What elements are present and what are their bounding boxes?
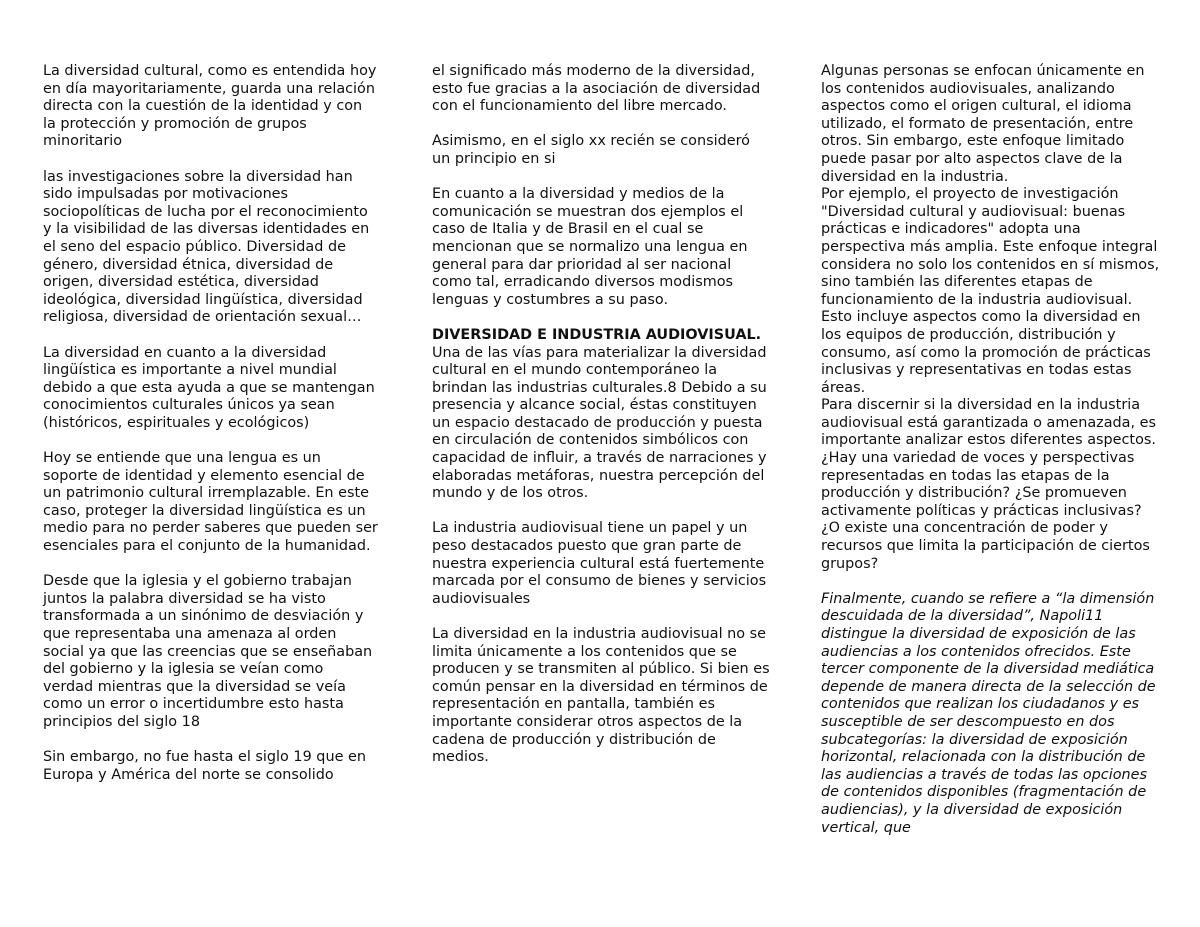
paragraph: La diversidad cultural, como es entendida hoy en día mayoritariamente, guarda una relación directa con la cuestión de la identidad y con la protección y promoción de grupos minoritario bbox=[43, 63, 377, 150]
column-3 bbox=[821, 63, 1161, 855]
paragraph: Asimismo, en el siglo xx recién se consideró un principio en si bbox=[432, 133, 750, 167]
paragraph: Hoy se entiende que una lengua es un soporte de identidad y elemento esencial de un patrimonio cultural irremplazable. En este caso, proteger la diversidad lingüística es un medio para no perder saberes que pueden ser esenciales para el conjunto de la humanidad. bbox=[43, 450, 378, 555]
paragraph: Desde que la iglesia y el gobierno trabajan juntos la palabra diversidad se ha visto transformada a un sinónimo de desviación y que representaba una amenaza al orden social ya que las creencias que se enseñaban del gobierno y la iglesia se veían como verdad mientras que la diversidad se veía como un error o incertidumbre esto hasta principios del siglo 18 bbox=[43, 573, 373, 730]
paragraph: Por ejemplo, el proyecto de investigación "Diversidad cultural y audiovisual: buenas prácticas e indicadores" adopta una perspectiva más amplia. Este enfoque integral considera no solo los contenidos en sí mismos, sino también las diferentes etapas de funcionamiento de la industria audiovisual. Esto incluye aspectos como la diversidad en los equipos de producción, distribución y consumo, así como la promoción de prácticas inclusivas y representativas en todas estas áreas. bbox=[821, 186, 1160, 396]
paragraph: La diversidad en cuanto a la diversidad lingüística es importante a nivel mundial debido a que esta ayuda a que se mantengan conocimientos culturales únicos ya sean (históricos, espirituales y ecológicos) bbox=[43, 344, 375, 431]
paragraph: La diversidad en la industria audiovisual no se limita únicamente a los contenidos que se producen y se transmiten al público. Si bien es común pensar en la diversidad en términos de representación en pantalla, también es importante considerar otros aspectos de la cadena de producción y distribución de medios. bbox=[432, 626, 770, 766]
paragraph: Algunas personas se enfocan únicamente en los contenidos audiovisuales, analizando aspectos como el origen cultural, el idioma utilizado, el formato de presentación, entre otros. Sin embargo, este enfoque limitado puede pasar por alto aspectos clave de la diversidad en la industria. bbox=[821, 63, 1145, 185]
paragraph: Para discernir si la diversidad en la industria audiovisual está garantizada o amenazada, es importante analizar estos diferentes aspectos. ¿Hay una variedad de voces y perspectivas representadas en todas las etapas de la producción y distribución? ¿Se promueven activamente políticas y prácticas inclusivas? ¿O existe una concentración de poder y recursos que limita la participación de ciertos grupos? bbox=[821, 397, 1156, 572]
paragraph-italic: Finalmente, cuando se refiere a “la dimensión descuidada de la diversidad”, Napoli11 distingue la diversidad de exposición de las audiencias a los contenidos ofrecidos. Este tercer componente de la diversidad mediática depende de manera directa de la selección de contenidos que realizan los ciudadanos y es susceptible de ser descompuesto en dos subcategorías: la diversidad de exposición horizontal, relacionada con la distribución de las audiencias a través de todas las opciones de contenidos disponibles (fragmentación de audiencias), y la diversidad de exposición vertical, que bbox=[821, 590, 1156, 836]
paragraph: el significado más moderno de la diversidad, esto fue gracias a la asociación de diversidad con el funcionamiento del libre mercado. bbox=[432, 63, 761, 115]
column-2 bbox=[432, 63, 770, 784]
paragraph: En cuanto a la diversidad y medios de la comunicación se muestran dos ejemplos el caso de Italia y de Brasil en el cual se mencionan que se normalizo una lengua en general para dar prioridad al ser nacional como tal, erradicando diversos modismos lenguas y costumbres a su paso. bbox=[432, 186, 748, 308]
paragraph: Una de las vías para materializar la diversidad cultural en el mundo contemporáneo la brindan las industrias culturales.8 Debido a su presencia y alcance social, éstas constituyen un espacio destacado de producción y puesta en circulación de contenidos simbólicos con capacidad de influir, a través de narraciones y elaboradas metáforas, nuestra percepción del mundo y de los otros. bbox=[432, 344, 767, 502]
paragraph: La industria audiovisual tiene un papel y un peso destacados puesto que gran parte de nuestra experiencia cultural está fuertemente marcada por el consumo de bienes y servicios audiovisuales bbox=[432, 520, 767, 607]
paragraph: las investigaciones sobre la diversidad han sido impulsadas por motivaciones sociopolíticas de lucha por el reconocimiento y la visibilidad de las diversas identidades en el seno del espacio público. Diversidad de género, diversidad étnica, diversidad de origen, diversidad estética, diversidad ideológica, diversidad lingüística, diversidad religiosa, diversidad de orientación sexual… bbox=[43, 168, 370, 326]
paragraph: Sin embargo, no fue hasta el siglo 19 que en Europa y América del norte se consolido bbox=[43, 749, 366, 783]
column-1 bbox=[43, 63, 378, 802]
section-heading: DIVERSIDAD E INDUSTRIA AUDIOVISUAL. bbox=[432, 326, 762, 343]
